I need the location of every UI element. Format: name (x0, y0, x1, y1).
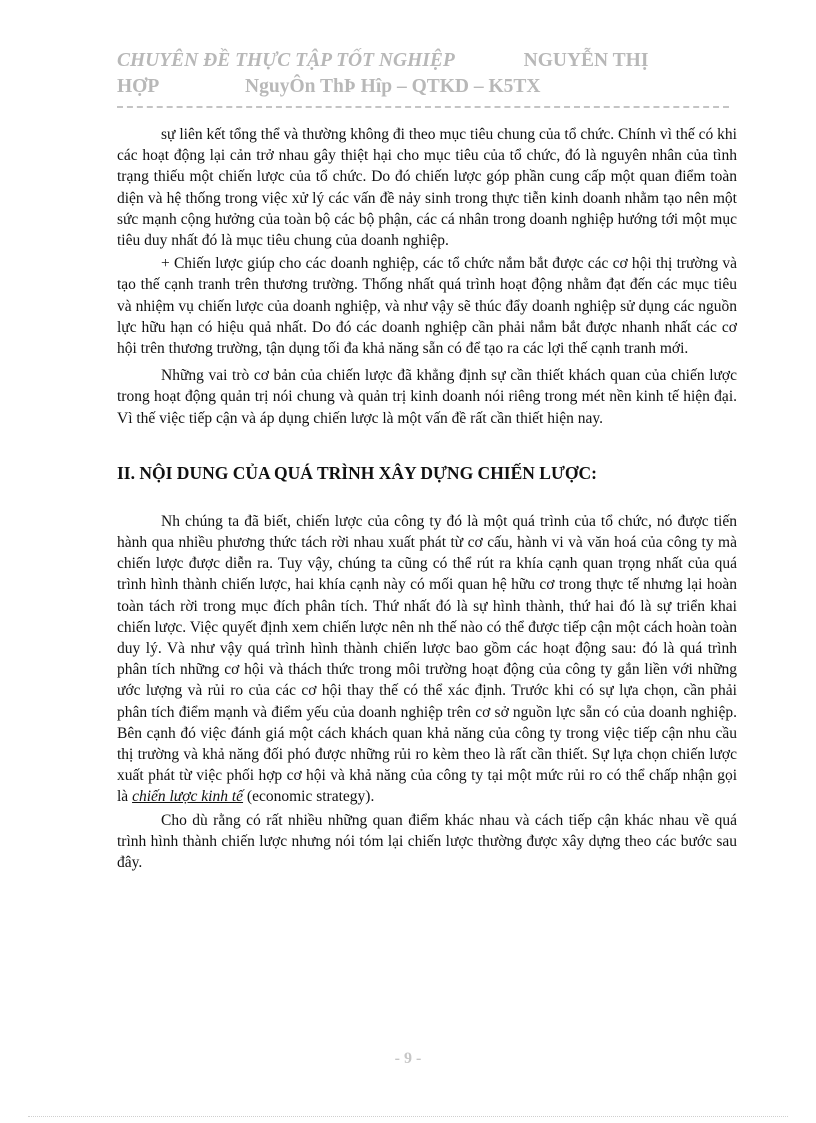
header-author: NGUYỄN THỊ (523, 50, 649, 71)
page-number: - 9 - (394, 1050, 422, 1067)
header-author-continued: HỢP (117, 76, 159, 97)
term-link[interactable]: chiến lược kinh tế (132, 788, 244, 806)
page-header (117, 48, 737, 100)
header-divider (117, 106, 729, 108)
footer-divider (28, 1116, 788, 1117)
section-heading: II. NỘI DUNG CỦA QUÁ TRÌNH XÂY DỰNG CHIẾN LƯỢC: (117, 462, 597, 483)
paragraph-text: Nh chúng ta đã biết, chiến lược của công ty đó là một quá trình của tổ chức, nó được tiến hành qua nhiều phương thức tách rời nhau xuất phát từ cơ cấu, hành vi và văn hoá của công ty mà chiến lược được diễn ra. Tuy vậy, chúng ta cũng có thể rút ra khía cạnh quan trọng nhất của quá trình hình thành chiến lược, hai khía cạnh này có mối quan hệ hữu cơ trong thực tế nhưng lại hoàn toàn tách rời trong mục đích phân tích. Thứ nhất đó là sự hình thành, thứ hai đó là sự triển khai chiến lược. Việc quyết định xem chiến lược nên nh thế nào có thể được tiếp cận một cách hoàn toàn duy lý. Và như vậy quá trình hình thành chiến lược bao gồm các hoạt động sau: đó là quá trình phân tích những cơ hội và thách thức trong môi trường hoạt động của công ty gắn liền với những ước lượng và rủi ro của các cơ hội thay thế có thể xác định. Trước khi có sự lựa chọn, cần phải phân tích điểm mạnh và điểm yếu của doanh nghiệp trên cơ sở nguồn lực sẵn có của doanh nghiệp. Bên cạnh đó việc đánh giá một cách khách quan khả năng của công ty trong việc tiếp cận nhu cầu thị trường và khả năng đối phó được những rủi ro kèm theo là rất cần thiết. Sự lựa chọn chiến lược xuất phát từ việc phối hợp cơ hội và khả năng của công ty tại một mức rủi ro có thể chấp nhận gọi là (117, 512, 737, 806)
paragraph (117, 511, 737, 808)
header-author-encoded: NguyÔn ThÞ Hîp – QTKD – K5TX (245, 76, 541, 97)
header-title: CHUYÊN ĐỀ THỰC TẬP TỐT NGHIỆP (117, 50, 455, 71)
paragraph: Cho dù rằng có rất nhiều những quan điểm khác nhau và cách tiếp cận khác nhau về quá trình hình thành chiến lược nhưng nói tóm lại chiến lược thường được xây dựng theo các bước sau đây. (117, 811, 737, 872)
paragraph: sự liên kết tổng thể và thường không đi theo mục tiêu chung của tổ chức. Chính vì thế có khi các hoạt động lại cản trở nhau gây thiệt hại cho mục tiêu của tổ chức, đó là nguyên nhân của tình trạng thiếu một chiến lược của tổ chức. Do đó chiến lược góp phần cung cấp một quan điểm toàn diện và hệ thống trong việc xử lý các vấn đề nảy sinh trong thực tiễn kinh doanh nhằm tạo nên một sức mạnh cộng hưởng của toàn bộ các bộ phận, các cá nhân trong doanh nghiệp hướng tới một mục tiêu duy nhất đó là mục tiêu chung của doanh nghiệp. (117, 126, 737, 250)
document-body (117, 124, 737, 879)
paragraph: Những vai trò cơ bản của chiến lược đã khẳng định sự cần thiết khách quan của chiến lược trong hoạt động quản trị nói chung và quản trị kinh doanh nói riêng trong mét nền kinh tế hiện đại. Vì thế việc tiếp cận và áp dụng chiến lược là một vấn đề rất cần thiết hiện nay. (117, 367, 737, 427)
paragraph-text-tail: (economic strategy). (243, 788, 375, 806)
paragraph: + Chiến lược giúp cho các doanh nghiệp, các tổ chức nắm bắt được các cơ hội thị trường và tạo thế cạnh tranh trên thương trường. Thống nhất quá trình hoạt động nhằm đạt đến các mục tiêu và nhiệm vụ chiến lược của doanh nghiệp, và như vậy sẽ thúc đẩy doanh nghiệp sử dụng các nguồn lực hữu hạn có hiệu quả nhất. Do đó các doanh nghiệp cần phải nắm bắt được nhanh nhất các cơ hội trên thương trường, tận dụng tối đa khả năng sẵn có để tạo ra các lợi thế cạnh tranh mới. (117, 255, 737, 358)
